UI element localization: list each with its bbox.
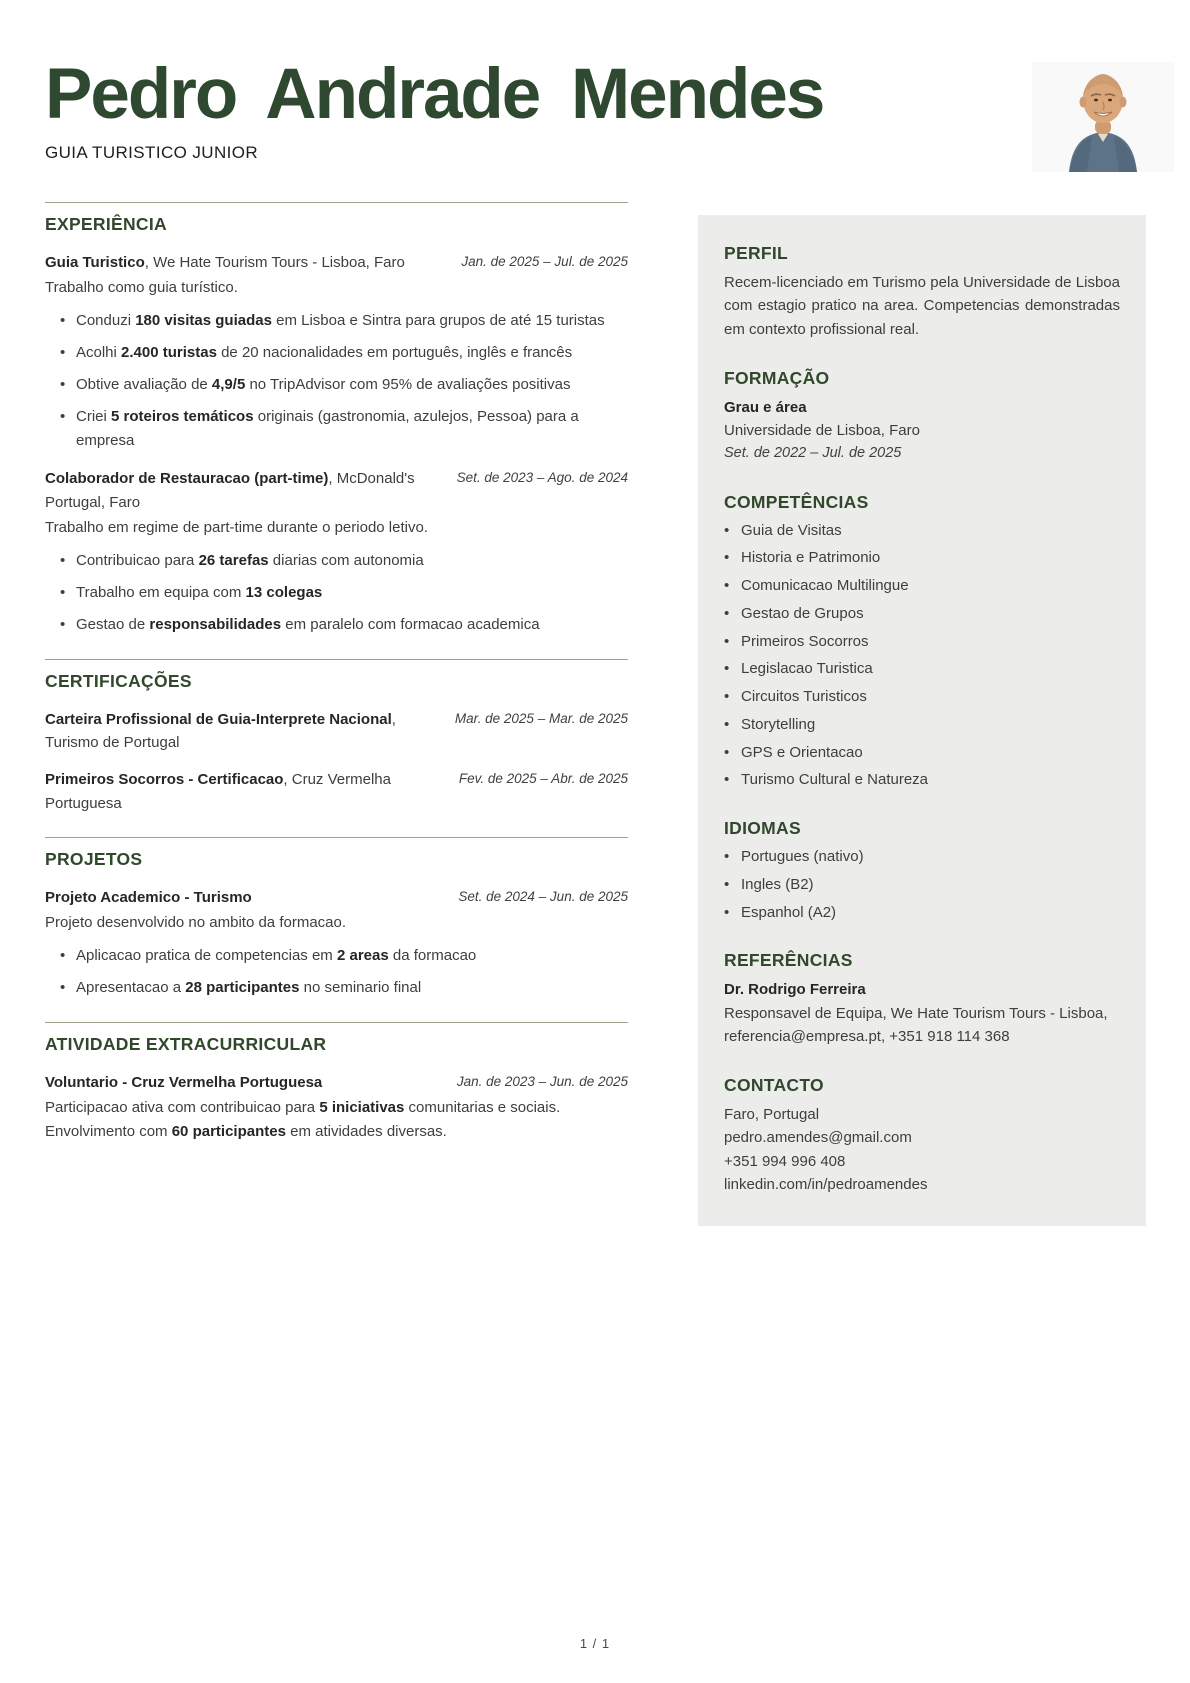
section-heading: CERTIFICAÇÕES: [45, 670, 192, 691]
list-item: • Circuitos Turisticos: [724, 686, 1120, 708]
section-heading: IDIOMAS: [724, 818, 801, 839]
section-heading: FORMAÇÃO: [724, 367, 830, 388]
list-item: • Portugues (nativo): [724, 846, 1120, 868]
highlighted-text: 2 areas: [336, 947, 389, 964]
text-segment: no TripAdvisor com 95% de avaliações positivas: [245, 376, 571, 394]
job-title-bold: Guia Turistico: [45, 254, 145, 271]
section-heading: REFERÊNCIAS: [724, 950, 853, 971]
sidebar-section-competencias: [724, 492, 1120, 792]
reference-name: Dr. Rodrigo Ferreira: [724, 981, 866, 999]
text-segment: Obtive avaliação de: [76, 376, 212, 394]
bullet-item: [45, 944, 628, 968]
section-experiencia: [45, 202, 628, 637]
volunteer-description: [45, 1096, 628, 1144]
project-bullet-list: [45, 944, 628, 1000]
bullet-item: [45, 309, 628, 333]
text-segment: Aplicacao pratica de competencias em: [76, 947, 337, 964]
section-heading: CONTACTO: [724, 1075, 824, 1096]
certification-title-bold: Primeiros Socorros - Certificacao: [45, 771, 284, 789]
text-segment: Trabalho em equipa com: [76, 583, 246, 601]
project-entry: [45, 886, 628, 1000]
volunteer-entry: [45, 1071, 628, 1144]
job-title: [45, 251, 447, 274]
contact-line: Faro, Portugal: [724, 1106, 820, 1124]
certification-entry: [45, 708, 628, 755]
job-entry: [45, 251, 628, 453]
section-atividade-extracurricular: [45, 1022, 628, 1144]
section-heading: ATIVIDADE EXTRACURRICULAR: [45, 1034, 327, 1054]
education-dates: Set. de 2022 – Jul. de 2025: [724, 445, 902, 462]
list-item: • Legislacao Turistica: [724, 658, 1120, 680]
section-heading: PERFIL: [724, 243, 789, 263]
highlighted-text: 13 colegas: [245, 583, 323, 601]
job-dates: Set. de 2023 – Ago. de 2024: [456, 470, 628, 486]
reference-detail: Responsavel de Equipa, We Hate Tourism Tours - Lisboa, referencia@empresa.pt, +351 918 114 368: [724, 1004, 1108, 1045]
section-projetos: [45, 837, 628, 1000]
sidebar-section-idiomas: [724, 818, 1120, 923]
text-segment: diarias com autonomia: [268, 551, 424, 569]
text-segment: no seminario final: [299, 979, 422, 996]
job-title-rest: , McDonald's Portugal, Faro: [45, 470, 415, 511]
list-item: • Guia de Visitas: [724, 520, 1120, 542]
languages-list: [724, 846, 1120, 923]
text-segment: Contribuicao para: [76, 551, 199, 569]
text-segment: Gestao de: [76, 615, 150, 633]
contact-line: pedro.amendes@gmail.com: [724, 1129, 912, 1147]
sidebar-section-contacto: [724, 1075, 1120, 1196]
entry-header: [45, 1071, 628, 1094]
bullet-item: [45, 976, 628, 1000]
project-title-bold: Projeto Academico - Turismo: [45, 888, 252, 906]
job-dates: Jan. de 2025 – Jul. de 2025: [461, 254, 628, 269]
job-entry: [45, 467, 628, 637]
highlighted-text: 4,9/5: [211, 376, 246, 394]
sidebar-section-formacao: [724, 368, 1120, 465]
certification-title-rest: , Cruz Vermelha Portuguesa: [45, 771, 391, 812]
bullet-item: [45, 373, 628, 397]
certification-title-bold: Carteira Profissional de Guia-Interprete Nacional: [45, 710, 392, 728]
text-segment: Criei: [76, 408, 112, 426]
text-segment: originais (gastronomia, azulejos, Pessoa) para a empresa: [76, 408, 579, 450]
job-title-rest: , We Hate Tourism Tours - Lisboa, Faro: [144, 254, 405, 271]
profile-photo: [1032, 62, 1174, 172]
bullet-item: [45, 613, 628, 637]
list-item: • Comunicacao Multilingue: [724, 575, 1120, 597]
text-segment: Acolhi: [76, 344, 122, 362]
text-segment: da formacao: [388, 947, 477, 964]
section-heading: PROJETOS: [45, 848, 143, 869]
highlighted-text: responsabilidades: [149, 615, 282, 633]
volunteer-dates: Jan. de 2023 – Jun. de 2025: [456, 1074, 628, 1089]
volunteer-title-bold: Voluntario - Cruz Vermelha Portuguesa: [45, 1074, 323, 1091]
certification-title: [45, 708, 441, 755]
job-bullet-list: [45, 549, 628, 637]
project-summary: Projeto desenvolvido no ambito da formacao.: [45, 914, 347, 931]
text-segment: comunitarias e sociais. Envolvimento com: [45, 1099, 561, 1141]
certification-dates: Mar. de 2025 – Mar. de 2025: [454, 710, 628, 726]
section-heading: COMPETÊNCIAS: [724, 491, 869, 512]
highlighted-text: 5 roteiros temáticos: [111, 408, 254, 426]
job-role-subtitle: GUIA TURISTICO JUNIOR: [45, 142, 259, 162]
contact-line: linkedin.com/in/pedroamendes: [724, 1175, 928, 1193]
entry-header: [45, 886, 628, 909]
list-item: • Storytelling: [724, 714, 1120, 736]
certification-dates: Fev. de 2025 – Abr. de 2025: [458, 771, 628, 787]
job-title: [45, 467, 443, 514]
text-segment: em Lisboa e Sintra para grupos de até 15 turistas: [271, 312, 605, 330]
text-segment: em atividades diversas.: [285, 1123, 447, 1141]
entry-header: [45, 467, 628, 514]
text-segment: Apresentacao a: [76, 979, 186, 996]
skills-list: [724, 520, 1120, 792]
job-summary: Trabalho em regime de part-time durante o periodo letivo.: [45, 518, 428, 536]
certification-entry: [45, 768, 628, 815]
entry-header: [45, 708, 628, 755]
section-heading: EXPERIÊNCIA: [45, 214, 167, 234]
profile-text: Recem-licenciado em Turismo pela Universidade de Lisboa com estagio pratico na area. Competencias demonstradas em contexto profissional real.: [724, 274, 1120, 338]
education-degree: Grau e área: [724, 398, 807, 416]
highlighted-text: 2.400 turistas: [121, 344, 217, 362]
certification-title-rest: , Turismo de Portugal: [45, 710, 396, 751]
list-item: • Turismo Cultural e Natureza: [724, 769, 1120, 791]
page-title: Pedro Andrade Mendes: [45, 55, 824, 134]
contact-line: +351 994 996 408: [724, 1152, 846, 1170]
text-segment: de 20 nacionalidades em português, inglês e francês: [216, 344, 573, 362]
education-school: Universidade de Lisboa, Faro: [724, 422, 920, 439]
sidebar: [698, 215, 1146, 1226]
list-item: • Historia e Patrimonio: [724, 547, 1120, 569]
text-segment: Participacao ativa com contribuicao para: [45, 1099, 320, 1117]
text-segment: Conduzi: [76, 312, 136, 330]
bullet-item: [45, 581, 628, 605]
certification-title: [45, 768, 445, 815]
text-segment: em paralelo com formacao academica: [281, 615, 540, 633]
section-certificacoes: [45, 659, 628, 815]
bullet-item: [45, 405, 628, 453]
contact-lines: [724, 1103, 1120, 1196]
highlighted-text: 28 participantes: [185, 979, 300, 996]
sidebar-section-perfil: [724, 243, 1120, 341]
list-item: • Gestao de Grupos: [724, 603, 1120, 625]
volunteer-title: [45, 1071, 443, 1094]
page-number: 1 / 1: [579, 1636, 611, 1651]
bullet-item: [45, 341, 628, 365]
header: [45, 55, 1005, 163]
job-bullet-list: [45, 309, 628, 453]
project-dates: Set. de 2024 – Jun. de 2025: [458, 888, 628, 904]
list-item: • Espanhol (A2): [724, 902, 1120, 924]
bullet-item: [45, 549, 628, 573]
left-column: [45, 202, 628, 1146]
highlighted-text: 60 participantes: [171, 1123, 286, 1141]
list-item: • GPS e Orientacao: [724, 742, 1120, 764]
highlighted-text: 26 tarefas: [198, 551, 269, 569]
highlighted-text: 180 visitas guiadas: [135, 312, 272, 330]
entry-header: [45, 768, 628, 815]
sidebar-section-referencias: [724, 950, 1120, 1048]
job-title-bold: Colaborador de Restauracao (part-time): [45, 470, 329, 488]
entry-header: [45, 251, 628, 274]
project-title: [45, 886, 444, 909]
job-summary: Trabalho como guia turístico.: [45, 279, 238, 297]
list-item: • Ingles (B2): [724, 874, 1120, 896]
highlighted-text: 5 iniciativas: [319, 1099, 405, 1117]
list-item: • Primeiros Socorros: [724, 631, 1120, 653]
